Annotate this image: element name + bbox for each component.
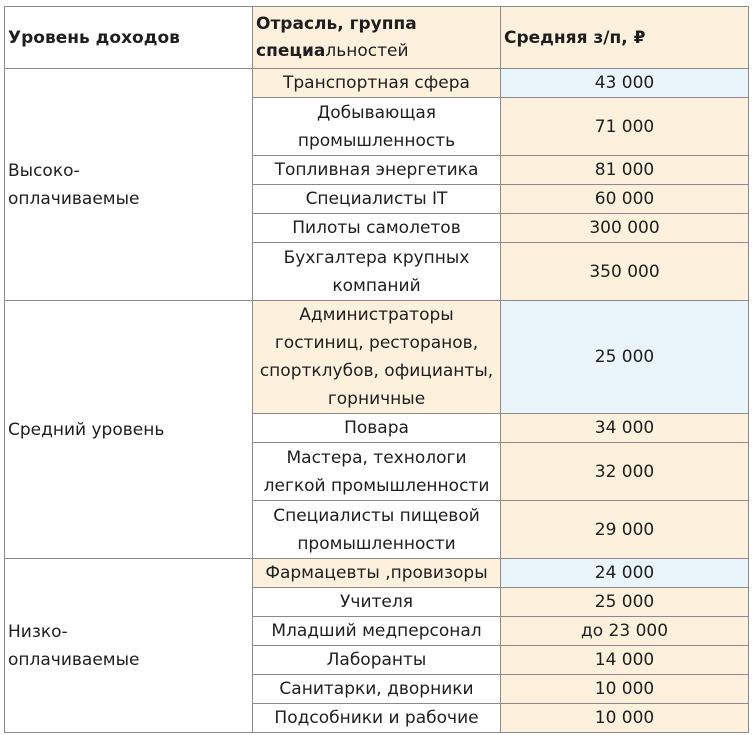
industry-cell: Специалисты IT [253,185,501,214]
salary-cell: 71 000 [501,98,749,156]
salary-cell: 350 000 [501,243,749,301]
header-industry-rest: льностей [325,40,409,61]
header-income-level: Уровень доходов [5,7,253,69]
table-row [5,301,749,414]
group-low-income: Низко- оплачиваемые [5,559,253,733]
salary-cell: до 23 000 [501,617,749,646]
industry-cell: Фармацевты ,провизоры [253,559,501,588]
group-middle-income: Средний уровень [5,301,253,559]
salary-cell: 24 000 [501,559,749,588]
salary-cell: 43 000 [501,69,749,98]
salary-cell: 29 000 [501,501,749,559]
salary-cell: 14 000 [501,646,749,675]
table-row [5,69,749,98]
table-row [5,559,749,588]
salary-table [4,6,749,733]
industry-cell: Мастера, технологи легкой промышленности [253,443,501,501]
industry-cell: Пилоты самолетов [253,214,501,243]
industry-cell: Бухгалтера крупных компаний [253,243,501,301]
salary-cell: 25 000 [501,588,749,617]
industry-cell: Транспортная сфера [253,69,501,98]
industry-cell: Учителя [253,588,501,617]
industry-cell: Администраторы гостиниц, ресторанов, спортклубов, официанты, горничные [253,301,501,414]
industry-cell: Добывающая промышленность [253,98,501,156]
industry-cell: Топливная энергетика [253,156,501,185]
salary-cell: 81 000 [501,156,749,185]
industry-cell: Специалисты пищевой промышленности [253,501,501,559]
header-industry-bold: Отрасль, группа специа [256,13,417,61]
header-industry [253,7,501,69]
salary-cell: 34 000 [501,414,749,443]
salary-cell: 25 000 [501,301,749,414]
industry-cell: Лаборанты [253,646,501,675]
salary-cell: 10 000 [501,675,749,704]
industry-cell: Младший медперсонал [253,617,501,646]
salary-cell: 32 000 [501,443,749,501]
group-high-income: Высоко- оплачиваемые [5,69,253,301]
header-row [5,7,749,69]
salary-cell: 300 000 [501,214,749,243]
salary-cell: 60 000 [501,185,749,214]
industry-cell: Санитарки, дворники [253,675,501,704]
header-salary: Средняя з/п, ₽ [501,7,749,69]
industry-cell: Повара [253,414,501,443]
industry-cell: Подсобники и рабочие [253,704,501,733]
salary-cell: 10 000 [501,704,749,733]
